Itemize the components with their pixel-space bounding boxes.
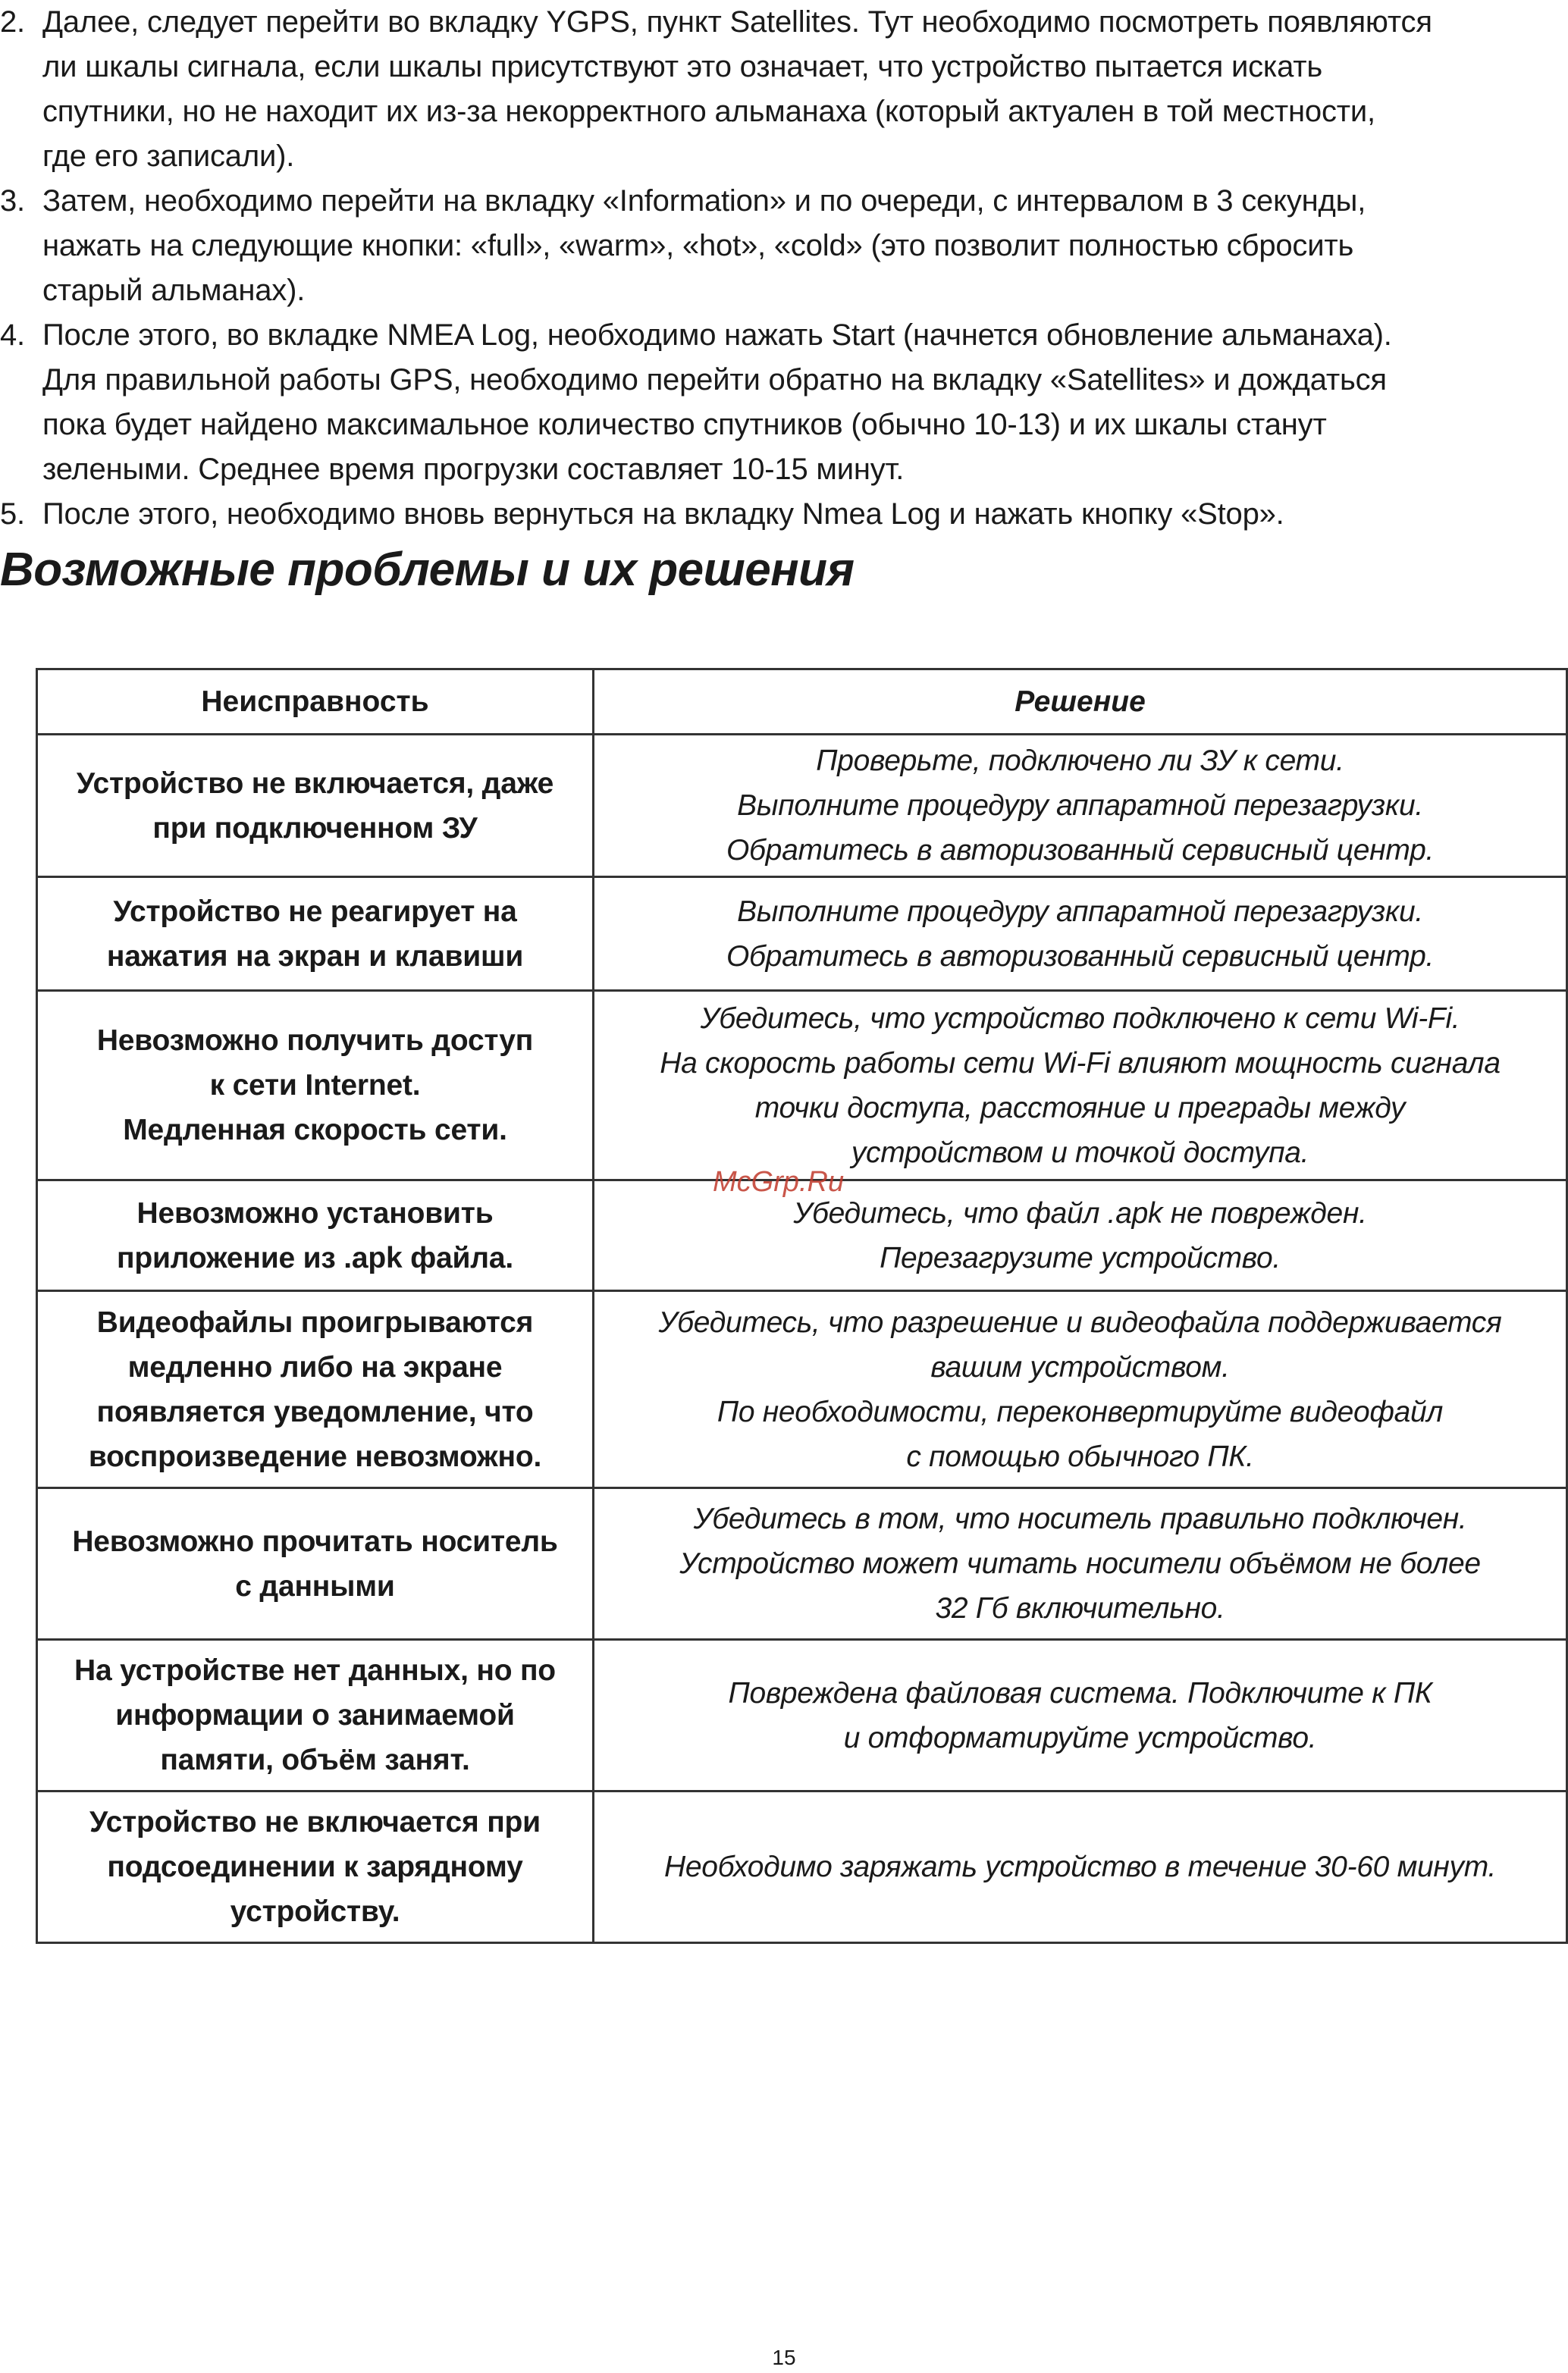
solution-text-line: 32 Гб включительно. (935, 1592, 1225, 1625)
solution-cell (594, 735, 1567, 877)
table-body (37, 735, 1567, 1943)
problem-text-line: памяти, объём занят. (160, 1744, 470, 1776)
table-row (37, 991, 1567, 1180)
table-row (37, 1640, 1567, 1792)
solution-text-line: точки доступа, расстояние и преграды между (754, 1091, 1406, 1124)
problem-cell (37, 1488, 594, 1640)
list-item (0, 492, 1562, 537)
solution-text-line: На скорость работы сети Wi-Fi влияют мощность сигнала (660, 1046, 1501, 1080)
column-header-problem: Неисправность (37, 669, 594, 735)
table-header-row (37, 669, 1567, 735)
solution-text-line: Обратитесь в авторизованный сервисный центр. (726, 939, 1434, 973)
solution-text-line: По необходимости, переконвертируйте видеофайл (717, 1395, 1444, 1428)
list-item-text-line: пока будет найдено максимальное количество спутников (обычно 10-13) и их шкалы станут (42, 408, 1327, 441)
table-row (37, 1291, 1567, 1488)
solution-text-line: Перезагрузите устройство. (880, 1241, 1281, 1274)
list-item (0, 313, 1562, 492)
problem-text-line: с данными (235, 1569, 395, 1603)
problem-text-line: нажатия на экран и клавиши (106, 939, 524, 973)
solution-text-line: Устройство может читать носители объёмом не более (679, 1547, 1481, 1580)
section-title: Возможные проблемы и их решения (0, 544, 855, 596)
problem-text-line: Невозможно получить доступ (96, 1024, 534, 1057)
solution-cell (594, 877, 1567, 991)
problem-cell (37, 1640, 594, 1792)
problem-text-line: воспроизведение невозможно. (88, 1440, 542, 1473)
problem-text-line: Видеофайлы проигрываются (96, 1306, 534, 1339)
list-item-text-line: спутники, но не находит их из-за некорректного альманаха (который актуален в той местности, (42, 95, 1375, 128)
problem-text-line: устройству. (230, 1895, 400, 1928)
problem-text-line: приложение из .apk файла. (117, 1241, 513, 1274)
solution-text-line: Выполните процедуру аппаратной перезагрузки. (737, 789, 1423, 822)
solution-cell (594, 1640, 1567, 1792)
list-item (0, 0, 1562, 179)
solution-text-line: Выполните процедуру аппаратной перезагрузки. (737, 895, 1423, 928)
list-item-number: 2. (0, 5, 25, 39)
table-row (37, 1792, 1567, 1943)
solution-text-line: вашим устройством. (930, 1350, 1230, 1384)
list-item-text-line: старый альманах). (42, 274, 306, 307)
table-row (37, 1488, 1567, 1640)
column-header-solution: Решение (594, 669, 1567, 735)
solution-text-line: Убедитесь в том, что носитель правильно подключен. (693, 1503, 1467, 1535)
solution-text-line: Обратитесь в авторизованный сервисный центр. (726, 834, 1434, 867)
solution-text-line: и отформатируйте устройство. (843, 1721, 1317, 1754)
problem-text-line: Невозможно прочитать носитель (72, 1525, 558, 1558)
table-row (37, 877, 1567, 991)
list-item-text-line: Для правильной работы GPS, необходимо перейти обратно на вкладку «Satellites» и дождаться (42, 363, 1387, 397)
list-item-number: 5. (0, 497, 25, 531)
list-item (0, 179, 1562, 313)
solution-cell (594, 1488, 1567, 1640)
problem-text-line: при подключенном ЗУ (152, 811, 478, 845)
list-item-text-line: После этого, во вкладке NMEA Log, необходимо нажать Start (начнется обновление альманаха). (42, 318, 1392, 352)
problem-text-line: подсоединении к зарядному (107, 1851, 523, 1883)
solution-cell (594, 1291, 1567, 1488)
list-item-text-line: зелеными. Среднее время прогрузки составляет 10-15 минут. (42, 453, 905, 486)
solution-text-line: Проверьте, подключено ли ЗУ к сети. (816, 745, 1344, 777)
problem-cell (37, 1291, 594, 1488)
problem-text-line: Медленная скорость сети. (123, 1114, 507, 1146)
problem-text-line: появляется уведомление, что (96, 1395, 534, 1428)
instruction-steps-list (0, 0, 1562, 537)
problem-text-line: Устройство не включается, даже (76, 766, 554, 800)
solution-cell (594, 1792, 1567, 1943)
problem-cell (37, 1792, 594, 1943)
problem-text-line: Устройство не включается при (89, 1806, 541, 1839)
solution-text-line: Убедитесь, что файл .apk не поврежден. (793, 1196, 1367, 1230)
problem-text-line: На устройстве нет данных, но по (74, 1654, 556, 1687)
list-item-text-line: где его записали). (42, 139, 295, 173)
problem-text-line: Невозможно установить (136, 1196, 494, 1230)
solution-text-line: устройством и точкой доступа. (851, 1136, 1309, 1169)
solution-text-line: Повреждена файловая система. Подключите к ПК (728, 1676, 1432, 1710)
list-item-text-line: ли шкалы сигнала, если шкалы присутствуют это означает, что устройство пытается искать (42, 50, 1322, 83)
solution-text-line: Убедитесь, что разрешение и видеофайла поддерживается (658, 1306, 1502, 1339)
problem-cell (37, 735, 594, 877)
problem-text-line: Устройство не реагирует на (113, 895, 517, 928)
problem-text-line: медленно либо на экране (127, 1350, 503, 1384)
solution-text-line: Необходимо заряжать устройство в течение 30-60 минут. (663, 1851, 1497, 1883)
list-item-text-line: нажать на следующие кнопки: «full», «warm», «hot», «cold» (это позволит полностью сбросить (42, 229, 1354, 262)
page-number: 15 (772, 2346, 796, 2369)
troubleshooting-table (36, 668, 1568, 1944)
problem-cell (37, 877, 594, 991)
list-item-text-line: Далее, следует перейти во вкладку YGPS, пункт Satellites. Тут необходимо посмотреть появляются (42, 5, 1432, 39)
table-row (37, 735, 1567, 877)
solution-text-line: с помощью обычного ПК. (906, 1440, 1254, 1473)
problem-cell (37, 1180, 594, 1291)
solution-cell (594, 991, 1567, 1180)
list-item-number: 3. (0, 184, 25, 218)
problem-text-line: информации о занимаемой (115, 1699, 515, 1732)
problem-text-line: к сети Internet. (209, 1069, 421, 1102)
list-item-number: 4. (0, 318, 25, 352)
list-item-text-line: После этого, необходимо вновь вернуться на вкладку Nmea Log и нажать кнопку «Stop». (42, 497, 1284, 531)
watermark: McGrp.Ru (713, 1166, 845, 1198)
list-item-text-line: Затем, необходимо перейти на вкладку «Information» и по очереди, с интервалом в 3 секунды, (42, 184, 1366, 218)
problem-cell (37, 991, 594, 1180)
solution-text-line: Убедитесь, что устройство подключено к сети Wi-Fi. (700, 1002, 1460, 1035)
